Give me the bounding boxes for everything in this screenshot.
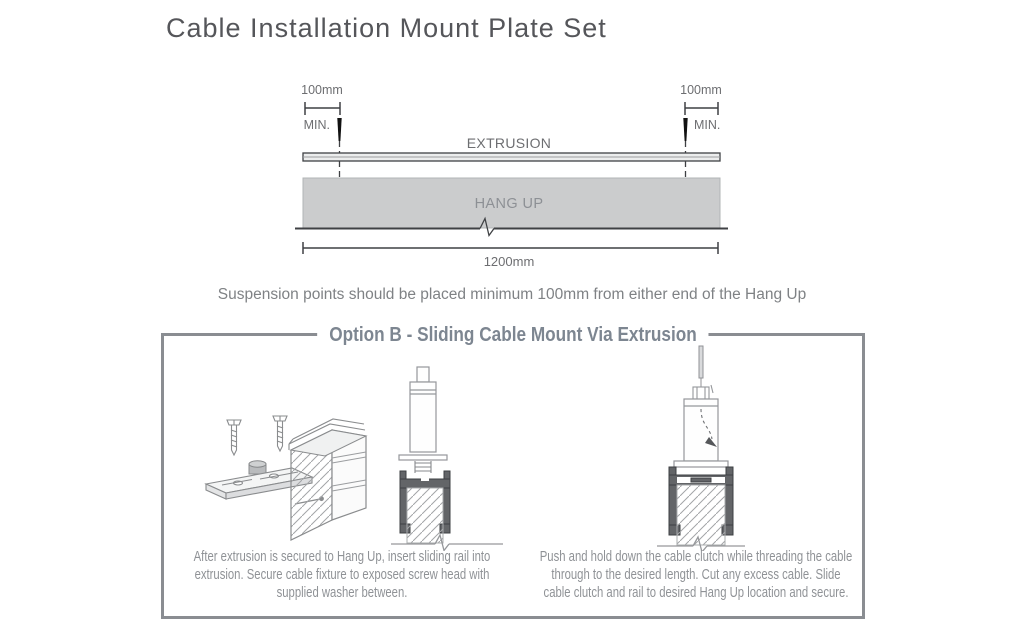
left-dimension-value: 100mm [301, 83, 343, 97]
screw-thread [415, 461, 431, 473]
option-b-panel [161, 324, 865, 619]
washer [399, 455, 447, 460]
hangup-section-hatched [677, 485, 725, 545]
extrusion-hangup-diagram [280, 78, 740, 278]
right-min-label: MIN. [694, 118, 721, 132]
left-dimension-lines [305, 102, 340, 115]
caption-line: through to the desired length. Cut any excess cable. Slide [551, 567, 841, 583]
extrusion-label: EXTRUSION [466, 135, 552, 151]
caption-line: cable clutch and rail to desired Hang Up location and secure. [543, 585, 849, 601]
hangup-section-hatched [407, 488, 443, 543]
mount-plate-parts-illustration [194, 408, 379, 543]
cable-lock-fitting [693, 385, 713, 399]
hangup-label: HANG UP [474, 196, 544, 212]
option-b-title: Option B - Sliding Cable Mount Via Extrusion [317, 322, 709, 348]
sliding-rail-insert-illustration [386, 361, 506, 551]
screw-icon [273, 416, 287, 451]
caption-line: supplied washer between. [276, 585, 408, 601]
left-step-caption [163, 548, 522, 602]
extrusion-bar [303, 153, 720, 161]
cable-clutch [410, 367, 436, 452]
page-title: Cable Installation Mount Plate Set [166, 13, 607, 43]
right-dimension-lines [685, 102, 718, 115]
screw-icon [227, 420, 241, 455]
extrusion-block-3d [289, 419, 366, 540]
washer [674, 461, 728, 467]
spacer-nut [249, 461, 266, 474]
caption-line: Push and hold down the cable clutch while threading the cable [539, 549, 853, 565]
total-dimension-lines [303, 242, 718, 254]
suspension-note: Suspension points should be placed minimum 100mm from either end of the Hang Up [217, 286, 807, 303]
caption-line: extrusion. Secure cable fixture to exposed screw head with [194, 567, 490, 583]
total-dimension-value: 1200mm [483, 254, 535, 269]
cable-clutch [684, 399, 718, 461]
caption-line: After extrusion is secured to Hang Up, insert sliding rail into [193, 549, 491, 565]
cable [699, 346, 703, 378]
cable-threading-illustration [653, 343, 749, 551]
left-min-label: MIN. [303, 118, 330, 132]
right-step-caption [517, 548, 876, 602]
right-dimension-value: 100mm [680, 83, 722, 97]
